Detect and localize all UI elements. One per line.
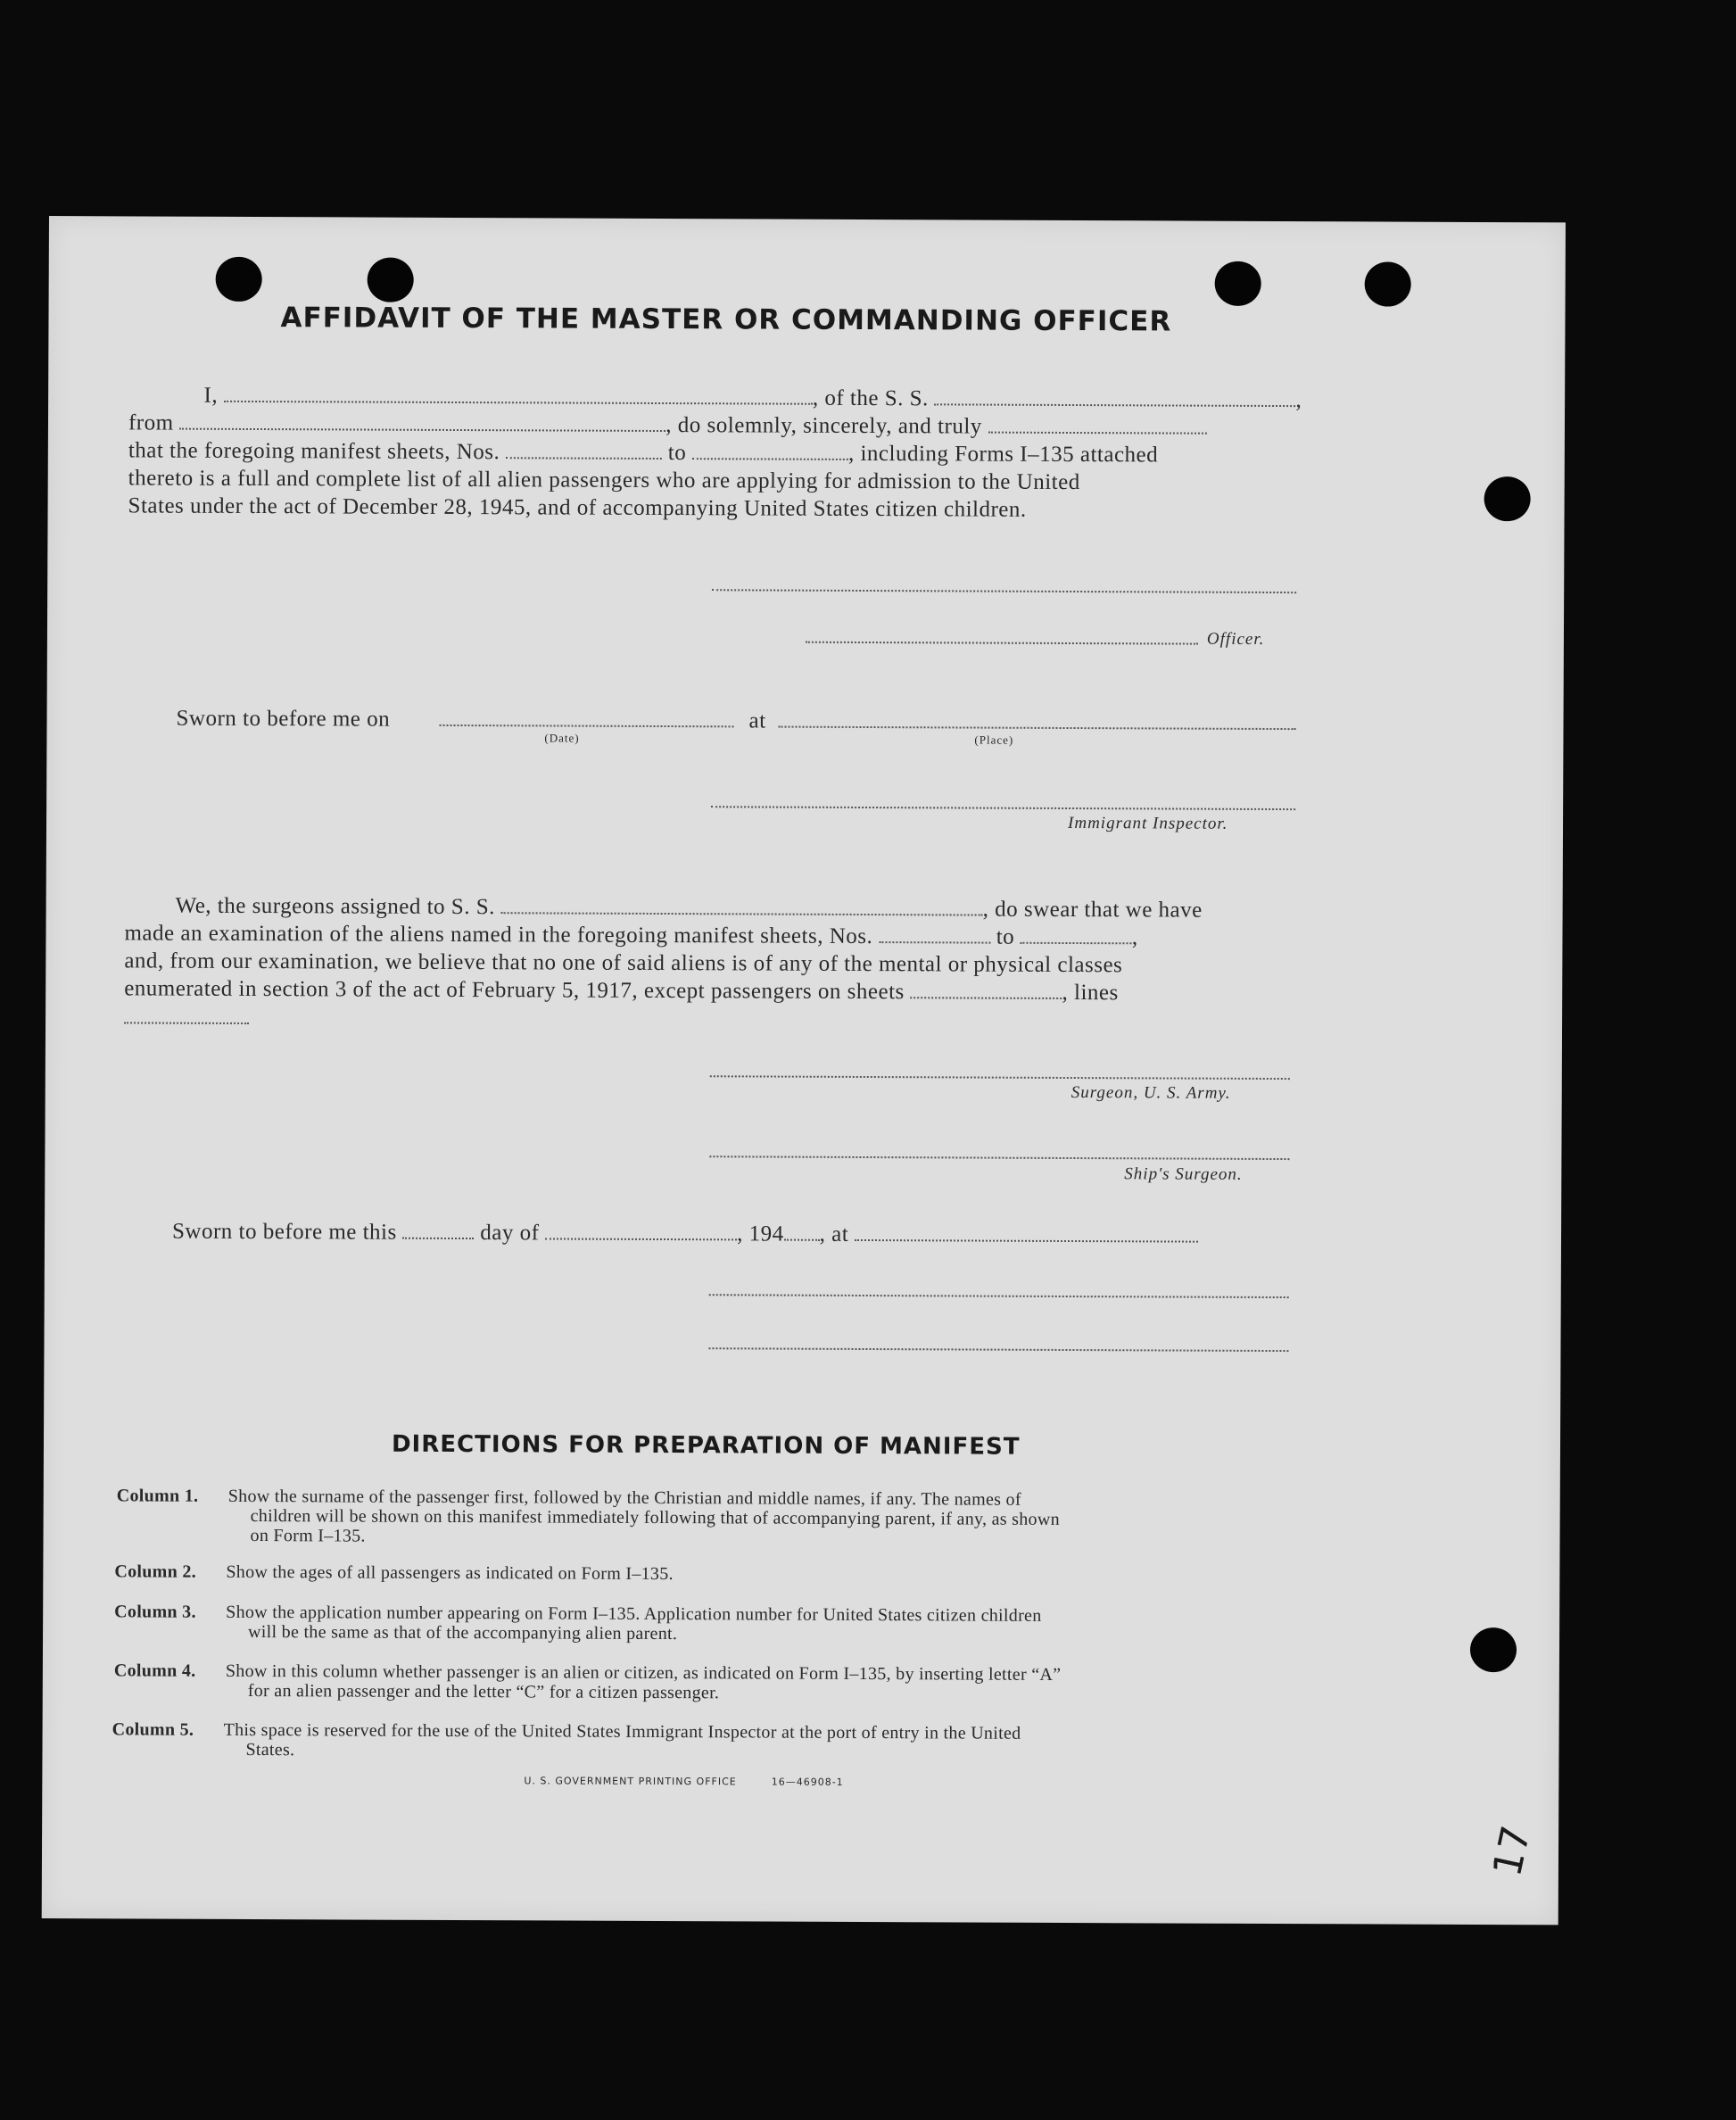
inspector-signature-line[interactable] — [711, 806, 1295, 810]
sheet-to-field[interactable] — [692, 440, 848, 460]
punch-hole — [368, 258, 414, 302]
year-prefix-text: , 194 — [737, 1221, 784, 1246]
surgeons-line-4 — [124, 974, 1119, 1006]
solemnly-text: , do solemnly, sincerely, and truly — [665, 413, 982, 439]
sworn-on-text: Sworn to before me on — [176, 706, 391, 732]
direction-label: Column 3. — [114, 1602, 196, 1622]
direction-item — [117, 1486, 1061, 1549]
sworn-this-line — [172, 1218, 1198, 1250]
form-code: 16—46908-1 — [771, 1776, 844, 1788]
port-from-field[interactable] — [179, 410, 665, 432]
direction-text: Show the surname of the passenger first, followed by the Christian and middle names, if any. The names of — [227, 1486, 1021, 1510]
surgeons-line-2 — [124, 919, 1137, 951]
direction-text: will be the same as that of the accompanying alien parent. — [248, 1621, 678, 1644]
punch-hole — [1215, 261, 1261, 306]
signature-line[interactable] — [712, 589, 1296, 593]
examination-text: made an examination of the aliens named in the foregoing manifest sheets, Nos. — [124, 921, 873, 949]
affidavit-line-5: States under the act of December 28, 1945, and of accompanying United States citizen children. — [128, 493, 1027, 522]
inspector-label: Immigrant Inspector. — [1067, 813, 1228, 833]
affidavit-title: AFFIDAVIT OF THE MASTER OR COMMANDING OFFICER — [280, 302, 1172, 338]
direction-label: Column 4. — [113, 1660, 196, 1681]
signature-line-2[interactable] — [709, 1294, 1289, 1298]
manifest-sheets-text: that the foregoing manifest sheets, Nos. — [128, 438, 500, 465]
comma: , — [1295, 388, 1302, 413]
handwritten-page-number: 17 — [1484, 1821, 1540, 1881]
year-field[interactable] — [784, 1221, 820, 1241]
surgeon-sheet-from-field[interactable] — [879, 923, 990, 944]
day-of-text: day of — [480, 1221, 540, 1246]
forms-attached-text: , including Forms I–135 attached — [847, 441, 1159, 468]
officer-signature-line[interactable] — [806, 642, 1198, 645]
army-surgeon-signature-line[interactable] — [710, 1075, 1290, 1080]
surgeons-assigned-text: We, the surgeons assigned to S. S. — [175, 893, 495, 920]
swear-text: , do swear that we have — [982, 897, 1203, 923]
direction-text: Show the ages of all passengers as indicated on Form I–135. — [226, 1561, 674, 1585]
of-the-ss-text: , of the S. S. — [812, 385, 929, 411]
army-surgeon-label: Surgeon, U. S. Army. — [1071, 1083, 1231, 1103]
direction-item — [114, 1561, 674, 1584]
surgeons-line-1 — [176, 892, 1203, 924]
affirm-field[interactable] — [988, 414, 1207, 435]
printer-name: U. S. GOVERNMENT PRINTING OFFICE — [524, 1775, 737, 1788]
place-caption: (Place) — [974, 733, 1014, 747]
direction-item — [114, 1602, 1042, 1645]
sworn-place-field-2[interactable] — [855, 1221, 1198, 1243]
punch-hole — [1470, 1627, 1517, 1672]
officer-label: Officer. — [1206, 629, 1265, 649]
direction-text: children will be shown on this manifest immediately following that of accompanying parent, if any, as shown — [250, 1505, 1060, 1529]
sworn-this-text: Sworn to before me this — [171, 1219, 397, 1245]
direction-label: Column 5. — [112, 1719, 194, 1740]
at-text: , at — [819, 1221, 849, 1246]
punch-hole — [216, 257, 262, 302]
affidavit-i: I, — [203, 383, 219, 408]
form-page — [42, 216, 1566, 1925]
day-field[interactable] — [402, 1220, 474, 1239]
affidavit-line-3 — [128, 436, 1158, 468]
enumerated-text: enumerated in section 3 of the act of February 5, 1917, except passengers on sheets — [124, 976, 905, 1005]
except-sheets-field[interactable] — [911, 979, 1062, 999]
direction-text: This space is reserved for the use of the United States Immigrant Inspector at the port of entry in the United — [223, 1719, 1021, 1743]
direction-item — [114, 1660, 1062, 1704]
to-text: to — [996, 924, 1015, 949]
to-text: to — [667, 441, 687, 466]
direction-text: on Form I–135. — [250, 1525, 366, 1546]
surgeon-ship-field[interactable] — [501, 894, 983, 915]
comma: , — [1131, 925, 1138, 950]
ship-name-field[interactable] — [935, 385, 1296, 407]
direction-label: Column 2. — [114, 1561, 197, 1582]
direction-item — [112, 1719, 1021, 1762]
punch-hole — [1365, 261, 1411, 306]
master-name-field[interactable] — [224, 383, 813, 405]
ship-surgeon-label: Ship's Surgeon. — [1124, 1164, 1243, 1184]
ship-surgeon-signature-line[interactable] — [709, 1155, 1289, 1160]
sworn-date-field[interactable] — [440, 725, 734, 727]
month-field[interactable] — [545, 1220, 737, 1240]
lines-field[interactable] — [124, 1022, 249, 1024]
direction-text: States. — [245, 1739, 295, 1760]
affidavit-line-4: thereto is a full and complete list of all alien passengers who are applying for admission to the United — [128, 466, 1080, 495]
printer-footer — [524, 1775, 843, 1788]
lines-text: , lines — [1062, 980, 1119, 1006]
surgeon-sheet-to-field[interactable] — [1021, 924, 1132, 945]
direction-label: Column 1. — [116, 1486, 199, 1506]
direction-text: Show in this column whether passenger is an alien or citizen, as indicated on Form I–135, by inserting letter “A” — [225, 1660, 1062, 1685]
signature-line-3[interactable] — [708, 1347, 1288, 1352]
sheet-from-field[interactable] — [506, 439, 662, 460]
date-caption: (Date) — [544, 731, 580, 745]
directions-title: DIRECTIONS FOR PREPARATION OF MANIFEST — [391, 1430, 1021, 1461]
from-text: from — [128, 410, 174, 435]
direction-text: for an alien passenger and the letter “C” for a citizen passenger. — [247, 1680, 720, 1703]
punch-hole — [1484, 476, 1531, 521]
surgeons-line-3: and, from our examination, we believe that no one of said aliens is of any of the mental or physical classes — [124, 948, 1123, 978]
sworn-at-text: at — [748, 708, 766, 733]
sworn-place-field[interactable] — [779, 726, 1296, 731]
direction-text: Show the application number appearing on Form I–135. Application number for United States citizen children — [226, 1602, 1042, 1626]
